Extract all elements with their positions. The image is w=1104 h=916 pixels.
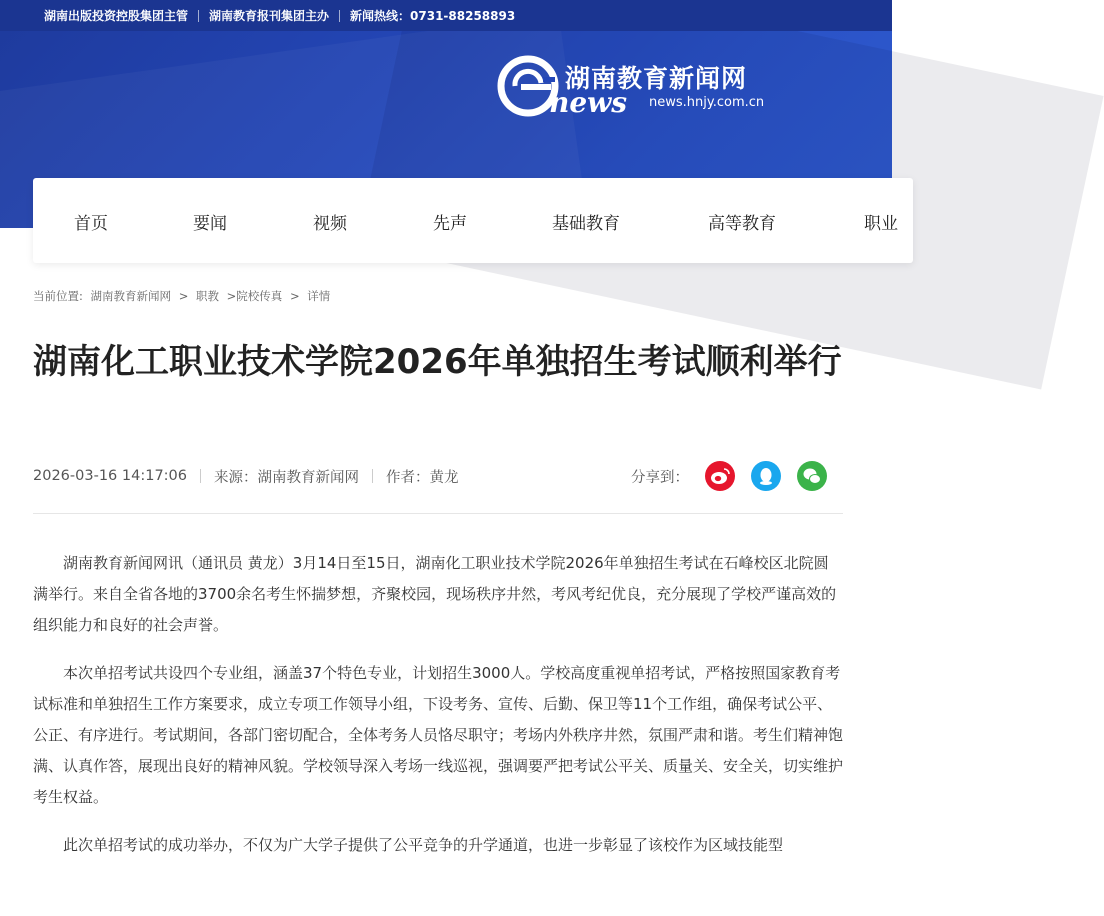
meta-divider-line <box>33 513 843 514</box>
topbar-supervisor: 湖南出版投资控股集团主管 <box>44 9 189 23</box>
nav-item-higher-education[interactable]: 高等教育 <box>708 214 776 234</box>
article-source: 来源：湖南教育新闻网 <box>214 469 359 486</box>
weibo-icon[interactable] <box>705 461 735 491</box>
breadcrumb-sep: > <box>178 289 189 303</box>
breadcrumb-label: 当前位置: <box>33 289 83 303</box>
article-paragraph: 此次单招考试的成功举办，不仅为广大学子提供了公平竞争的升学通道，也进一步彰显了该校作为区域技能型 <box>63 836 784 854</box>
nav-item-pioneer[interactable]: 先声 <box>433 214 467 234</box>
article-meta <box>33 465 459 487</box>
site-name: 湖南教育新闻网 <box>565 64 748 93</box>
breadcrumb-sep: > <box>289 289 300 303</box>
article-title: 湖南化工职业技术学院2026年单独招生考试顺利举行 <box>33 342 842 382</box>
article-author: 作者：黄龙 <box>386 469 459 486</box>
wechat-icon[interactable] <box>797 461 827 491</box>
share-bar <box>631 460 827 492</box>
article-paragraph: 湖南教育新闻网讯（通讯员 黄龙）3月14日至15日，湖南化工职业技术学院2026年单独招生考试在石峰校区北院圆满举行。来自全省各地的3700余名考生怀揣梦想，齐聚校园，现场秩序井然，考风考纪优良，充分展现了学校严谨高效的组织能力和良好的社会声誉。 <box>33 554 837 634</box>
topbar-sponsor: 湖南教育报刊集团主办 <box>209 9 330 23</box>
breadcrumb-home[interactable]: 湖南教育新闻网 <box>90 289 172 303</box>
nav-item-home[interactable]: 首页 <box>74 214 108 234</box>
main-nav <box>33 178 913 263</box>
breadcrumb <box>33 288 334 304</box>
nav-item-video[interactable]: 视频 <box>313 214 347 234</box>
nav-item-news[interactable]: 要闻 <box>193 214 227 234</box>
logo-news-text: news <box>549 86 628 119</box>
qq-icon[interactable] <box>751 461 781 491</box>
breadcrumb-vocational[interactable]: 职教 <box>195 289 219 303</box>
nav-item-basic-education[interactable]: 基础教育 <box>552 214 620 234</box>
nav-item-vocational[interactable]: 职业 <box>864 214 898 234</box>
article-datetime: 2026-03-16 14:17:06 <box>33 468 187 484</box>
topbar-hotline: 新闻热线：0731-88258893 <box>350 9 516 23</box>
article-paragraph: 本次单招考试共设四个专业组，涵盖37个特色专业，计划招生3000人。学校高度重视单招考试，严格按照国家教育考试标准和单独招生工作方案要求，成立专项工作领导小组，下设考务、宣传、后勤、保卫等11个工作组，确保考试公平、公正、有序进行。考试期间，各部门密切配合，全体考务人员恪尽职守；考场内外秩序井然，氛围严肃和谐。考生们精神饱满、认真作答，展现出良好的精神风貌。学校领导深入考场一线巡视，强调要严把考试公平关、质量关、安全关，切实维护考生权益。 <box>33 664 844 806</box>
breadcrumb-detail: 详情 <box>307 289 331 303</box>
meta-divider <box>200 469 201 483</box>
topbar-divider <box>339 10 340 22</box>
topbar-divider <box>198 10 199 22</box>
breadcrumb-college-news[interactable]: >院校传真 <box>226 289 283 303</box>
site-logo[interactable] <box>497 53 777 123</box>
meta-divider <box>372 469 373 483</box>
share-label: 分享到： <box>631 469 689 486</box>
article-body <box>33 548 843 878</box>
top-info-bar <box>0 0 892 31</box>
site-url: news.hnjy.com.cn <box>649 95 765 110</box>
